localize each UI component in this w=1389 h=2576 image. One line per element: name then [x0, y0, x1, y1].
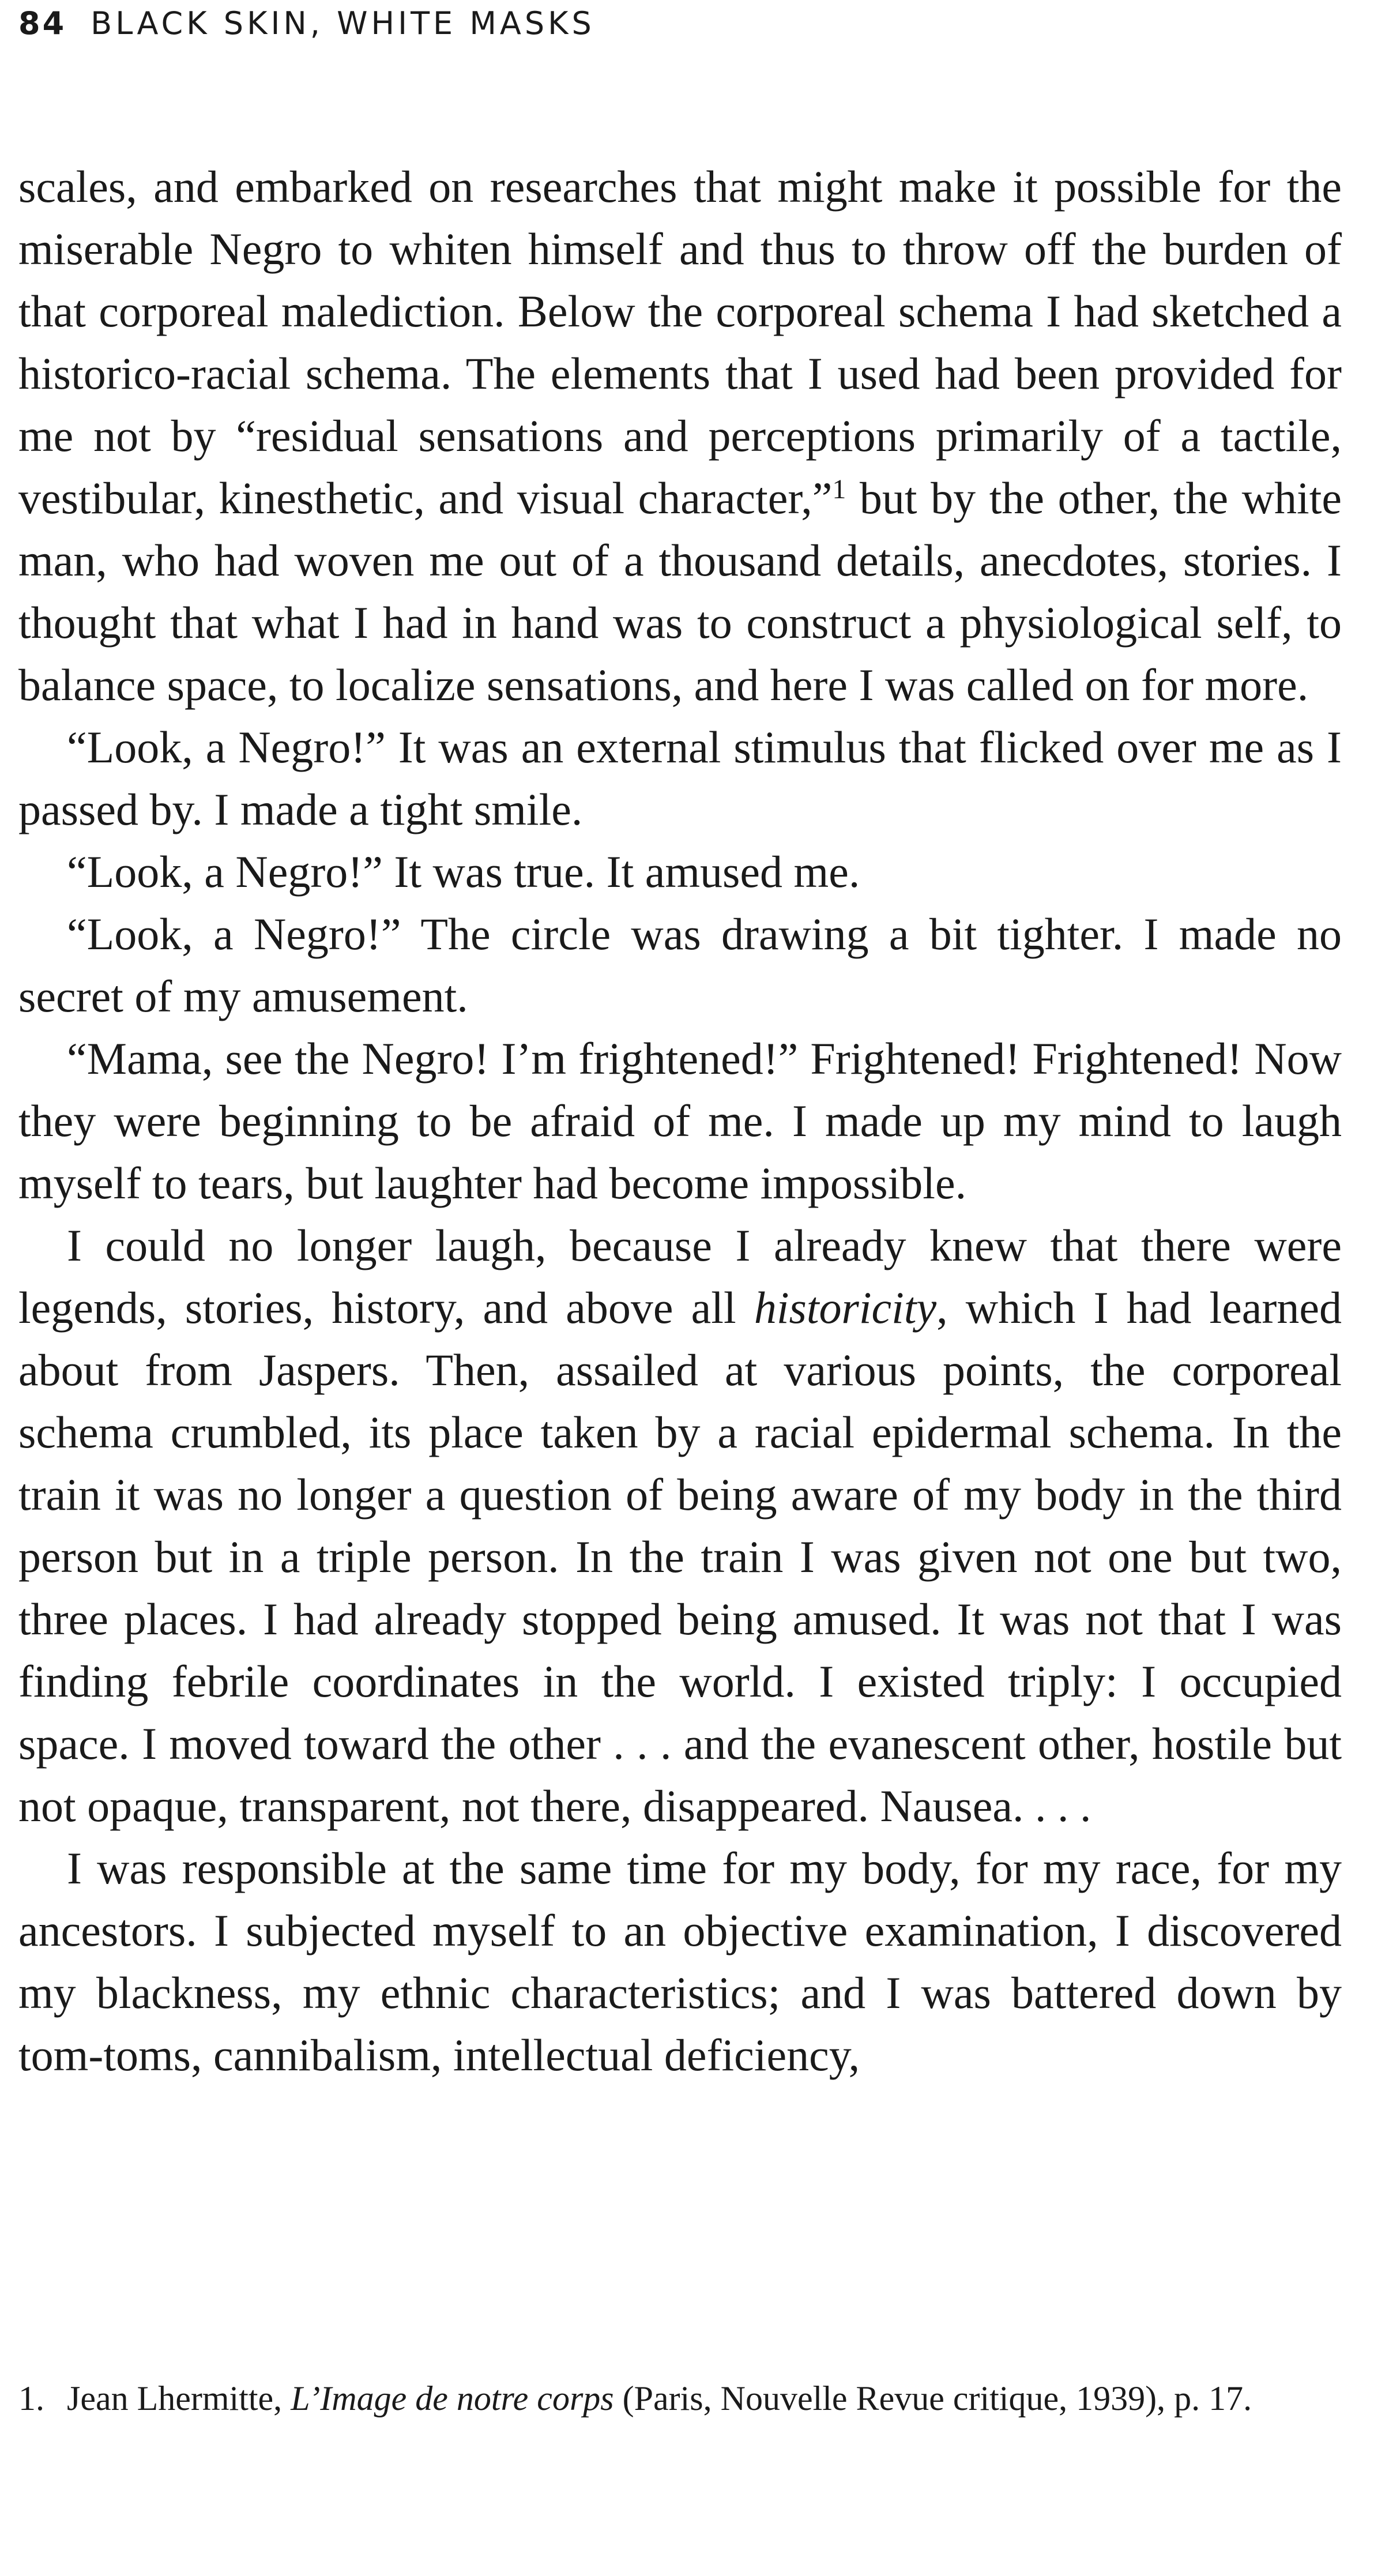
paragraph-text: I could no longer laugh, because I already knew that there were legends, stories, history, and above all [18, 1220, 1342, 1333]
footnote-book-title: L’Image de notre corps [291, 2379, 614, 2417]
footnote-number: 1. [18, 2379, 44, 2417]
paragraph-4: “Look, a Negro!” The circle was drawing a bit tighter. I made no secret of my amusement. [18, 909, 1342, 1021]
italic-term: historicity [754, 1283, 937, 1333]
paragraph-5: “Mama, see the Negro! I’m frightened!” Frightened! Frightened! Now they were beginning to be afraid of me. I made up my mind to laugh myself to tears, but laughter had become impossible. [18, 1033, 1342, 1208]
footnote-citation: (Paris, Nouvelle Revue critique, 1939), p. 17. [613, 2379, 1252, 2417]
running-head [18, 0, 595, 46]
paragraph-text: , which I had learned about from Jaspers. Then, assailed at various points, the corporeal schema crumbled, its place taken by a racial epidermal schema. In the train it was no longer a question of being aware of my body in the third person but in a triple person. In the train I was given not one but two, three places. I had already stopped being amused. It was not that I was finding febrile coordinates in the world. I existed triply: I occupied space. I moved toward the other . . . and the evanescent other, hostile but not opaque, transparent, not there, disappeared. Nausea. . . . [18, 1283, 1342, 1831]
footnotes [18, 2376, 1342, 2421]
running-title: BLACK SKIN, WHITE MASKS [91, 5, 595, 42]
footnote-1 [18, 2376, 1342, 2421]
paragraph-3: “Look, a Negro!” It was true. It amused me. [67, 847, 860, 897]
footnote-text [67, 2376, 1342, 2421]
paragraph-2: “Look, a Negro!” It was an external stimulus that flicked over me as I passed by. I made a tight smile. [18, 722, 1342, 834]
page-number: 84 [18, 5, 67, 42]
body-text [18, 156, 1342, 2086]
paragraph-7: I was responsible at the same time for my body, for my race, for my ancestors. I subjected myself to an objective examination, I discovered my blackness, my ethnic characteristics; and I was battered down by tom-toms, cannibalism, intellectual deficiency, [18, 1843, 1342, 2080]
paragraph-text: scales, and embarked on researches that might make it possible for the miserable Negro to whiten himself and thus to throw off the burden of that corporeal malediction. Below the corporeal schema I had sketched a historico-racial schema. The elements that I used had been provided for me not by “residual sensations and perceptions primarily of a tactile, vestibular, kinesthetic, and visual character,” [18, 161, 1342, 523]
paragraph-1 [18, 156, 1342, 716]
footnote-author: Jean Lhermitte, [67, 2379, 291, 2417]
paragraph-text: but by the other, the white man, who had woven me out of a thousand details, anecdotes, stories. I thought that what I had in hand was to construct a physiological self, to balance space, to localize sensations, and here I was called on for more. [18, 473, 1342, 710]
footnote-reference: 1 [832, 474, 846, 505]
paragraph-6 [18, 1214, 1342, 1837]
